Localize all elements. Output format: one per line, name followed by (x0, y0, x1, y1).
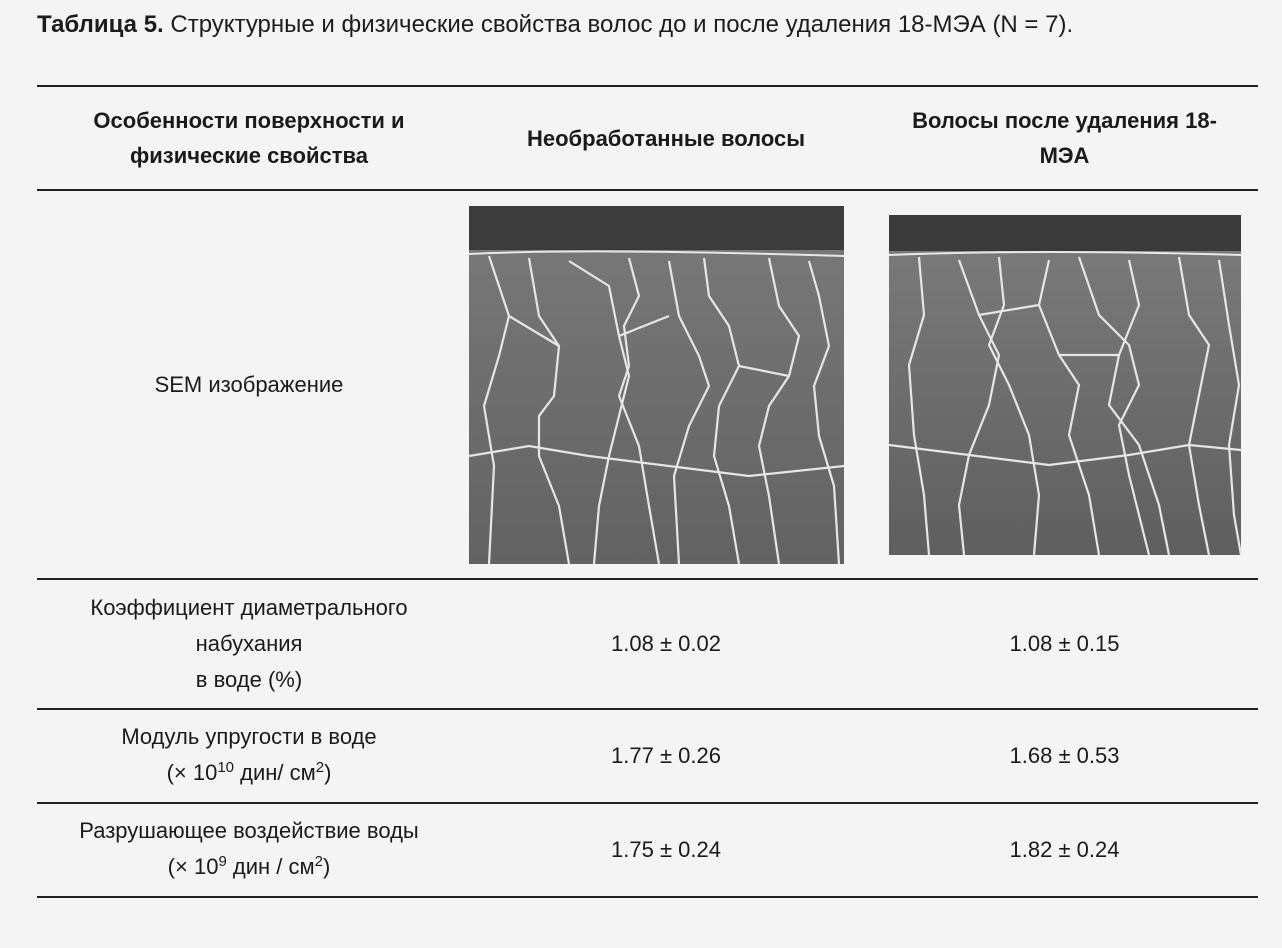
modulus-unit: (× $10^{10}$ дин/ $см^2$) (166, 758, 332, 785)
header-features: Особенности поверхности и физические свойства (93, 108, 405, 168)
modulus-row (37, 710, 1258, 804)
properties-table (37, 85, 1258, 898)
breaking-untreated: 1.75 ± 0.24 (611, 837, 721, 862)
swelling-row (37, 580, 1258, 710)
modulus-untreated: 1.77 ± 0.26 (611, 743, 721, 768)
sem-image-untreated (469, 206, 844, 564)
sem-label: SEM изображение (154, 371, 344, 397)
table-caption (37, 8, 1073, 42)
sem-treated-cell (871, 215, 1258, 555)
breaking-label: Разрушающее воздействие воды (× $10^9$ дин / $см^2$) (37, 813, 461, 888)
sem-image-treated (889, 215, 1241, 555)
table-header-row (37, 87, 1258, 191)
modulus-treated: 1.68 ± 0.53 (1009, 743, 1120, 768)
header-untreated: Необработанные волосы (526, 125, 805, 151)
breaking-treated: 1.82 ± 0.24 (1009, 837, 1120, 862)
breaking-row (37, 804, 1258, 898)
swelling-treated: 1.08 ± 0.15 (1009, 631, 1120, 656)
caption-label: Таблица 5. (37, 11, 164, 38)
header-treated: Волосы после удаления 18- МЭА (912, 108, 1217, 168)
breaking-unit: (× $10^9$ дин / $см^2$) (167, 852, 331, 879)
caption-text: Структурные и физические свойства волос до и после удаления 18-МЭА (N = 7). (170, 11, 1074, 38)
swelling-label: Коэффициент диаметрального набухания в воде (%) (90, 595, 408, 692)
sem-row (37, 191, 1258, 580)
swelling-untreated: 1.08 ± 0.02 (611, 631, 721, 656)
modulus-label: Модуль упругости в воде (× $10^{10}$ дин/ $см^2$) (37, 719, 461, 794)
sem-untreated-cell (461, 206, 871, 564)
